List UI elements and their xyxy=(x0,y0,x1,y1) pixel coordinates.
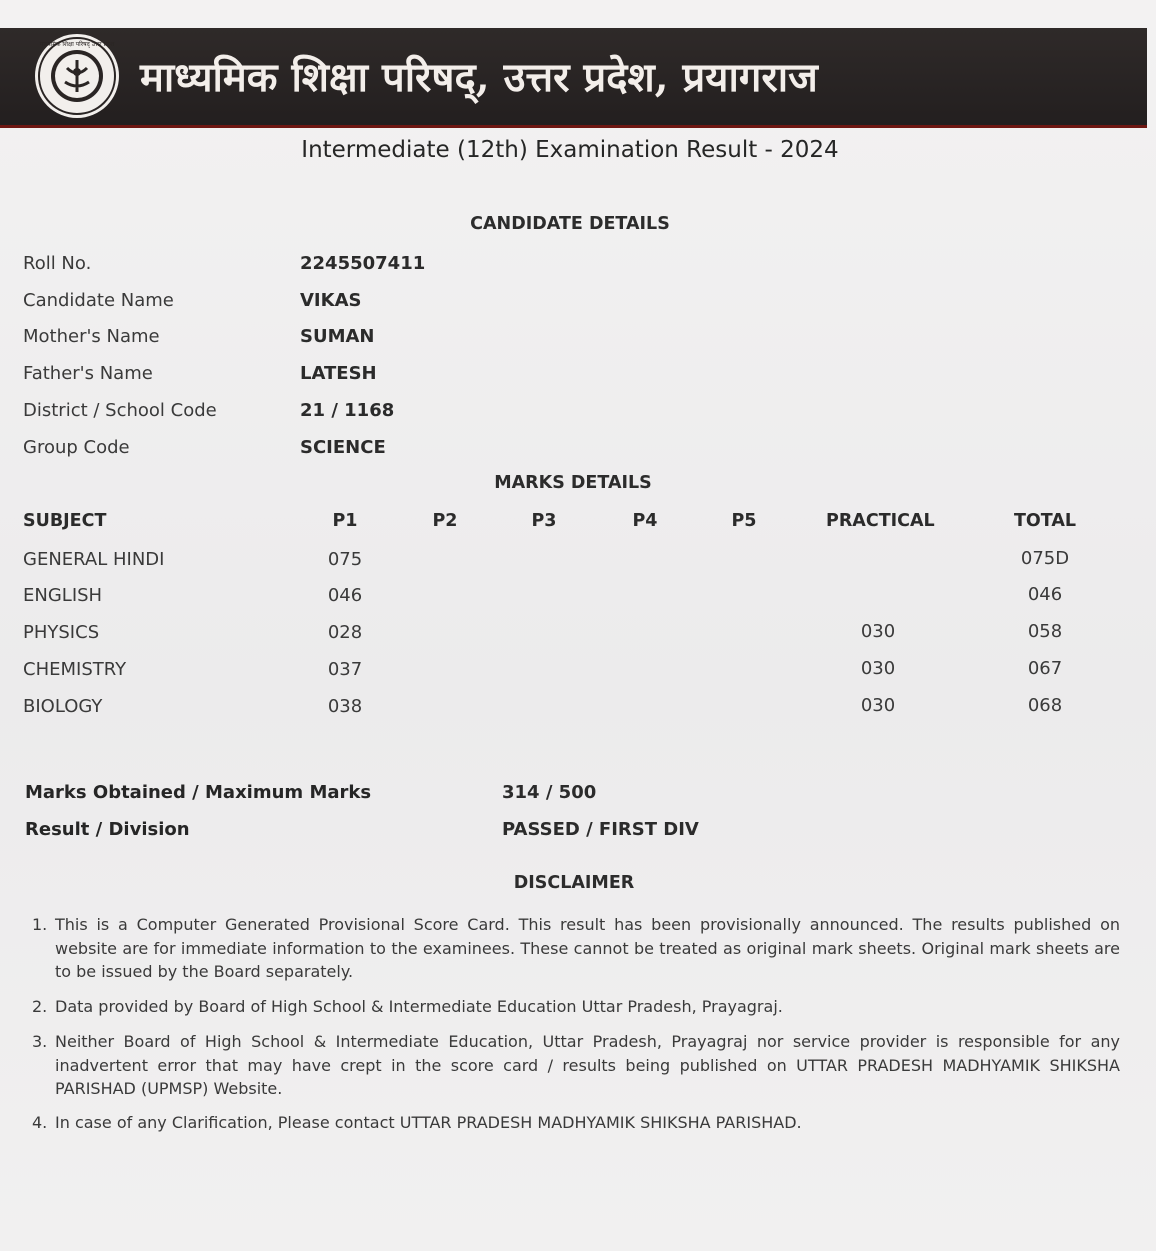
marks-obtained-label: Marks Obtained / Maximum Marks xyxy=(25,782,372,803)
upmsp-emblem-icon xyxy=(33,32,121,120)
total-cell: 075D xyxy=(1020,548,1070,569)
marks-details-heading: MARKS DETAILS xyxy=(494,473,652,493)
column-header-p1: P1 xyxy=(332,511,358,531)
column-header-p3: P3 xyxy=(531,511,557,531)
column-header-practical: PRACTICAL xyxy=(826,511,935,531)
list-item-text: Data provided by Board of High School & Intermediate Education Uttar Pradesh, Prayagraj. xyxy=(55,997,783,1016)
list-item xyxy=(32,995,1122,1019)
p1-cell: 038 xyxy=(327,696,363,717)
total-cell: 068 xyxy=(1027,695,1063,716)
column-header-p5: P5 xyxy=(731,511,757,531)
candidate-name-value: VIKAS xyxy=(300,290,362,311)
result-division-label: Result / Division xyxy=(25,819,190,840)
column-header-total: TOTAL xyxy=(1013,511,1077,531)
list-item-text: In case of any Clarification, Please contact UTTAR PRADESH MADHYAMIK SHIKSHA PARISHAD. xyxy=(55,1113,802,1132)
district-school-code-value: 21 / 1168 xyxy=(300,400,395,421)
column-header-p2: P2 xyxy=(432,511,458,531)
list-item-number: 2. xyxy=(32,997,48,1016)
p1-cell: 028 xyxy=(327,622,363,643)
mother-name-label: Mother's Name xyxy=(23,326,160,347)
board-title: माध्यमिक शिक्षा परिषद्, उत्तर प्रदेश, प्रयागराज xyxy=(140,54,818,101)
column-header-p4: P4 xyxy=(632,511,658,531)
result-division-value: PASSED / FIRST DIV xyxy=(502,819,699,840)
list-item xyxy=(32,1111,1122,1135)
list-item-number: 3. xyxy=(32,1032,48,1051)
p1-cell: 037 xyxy=(327,659,363,680)
p1-cell: 046 xyxy=(327,585,363,606)
father-name-label: Father's Name xyxy=(23,363,153,384)
subject-cell: ENGLISH xyxy=(23,585,103,606)
practical-cell: 030 xyxy=(860,621,896,642)
total-cell: 058 xyxy=(1027,621,1063,642)
group-code-value: SCIENCE xyxy=(300,437,386,458)
column-header-subject: SUBJECT xyxy=(23,511,107,531)
list-item-text: Neither Board of High School & Intermediate Education, Uttar Pradesh, Prayagraj nor service provider is responsible for any inadvertent error that may have crept in the score card / results being published on UTTAR PRADESH MADHYAMIK SHIKSHA PARISHAD (UPMSP) Website. xyxy=(55,1032,1120,1098)
disclaimer-heading: DISCLAIMER xyxy=(513,873,635,893)
practical-cell: 030 xyxy=(860,695,896,716)
marks-obtained-value: 314 / 500 xyxy=(502,782,597,803)
practical-cell: 030 xyxy=(860,658,896,679)
list-item xyxy=(32,913,1122,985)
roll-no-label: Roll No. xyxy=(23,253,92,274)
list-item-text: This is a Computer Generated Provisional Score Card. This result has been provisionally announced. The results published on website are for immediate information to the examinees. These cannot be treated as original mark sheets. Original mark sheets are to be issued by the Board separately. xyxy=(55,915,1120,981)
mother-name-value: SUMAN xyxy=(300,326,375,347)
emblem-top-text: माध्यमिक शिक्षा परिषद् उत्तर प्रदेश xyxy=(39,41,115,48)
father-name-value: LATESH xyxy=(300,363,377,384)
candidate-name-label: Candidate Name xyxy=(23,290,174,311)
subject-cell: BIOLOGY xyxy=(23,696,103,717)
subject-cell: PHYSICS xyxy=(23,622,100,643)
subject-cell: GENERAL HINDI xyxy=(23,549,165,570)
list-item-number: 4. xyxy=(32,1113,48,1132)
p1-cell: 075 xyxy=(327,549,363,570)
total-cell: 067 xyxy=(1027,658,1063,679)
subject-cell: CHEMISTRY xyxy=(23,659,127,680)
total-cell: 046 xyxy=(1027,584,1063,605)
exam-title: Intermediate (12th) Examination Result - 2024 xyxy=(301,137,839,163)
group-code-label: Group Code xyxy=(23,437,130,458)
candidate-details-heading: CANDIDATE DETAILS xyxy=(470,214,670,234)
list-item xyxy=(32,1030,1122,1102)
roll-no-value: 2245507411 xyxy=(300,253,426,274)
board-header-banner xyxy=(0,28,1147,128)
district-school-code-label: District / School Code xyxy=(23,400,217,421)
list-item-number: 1. xyxy=(32,915,48,934)
